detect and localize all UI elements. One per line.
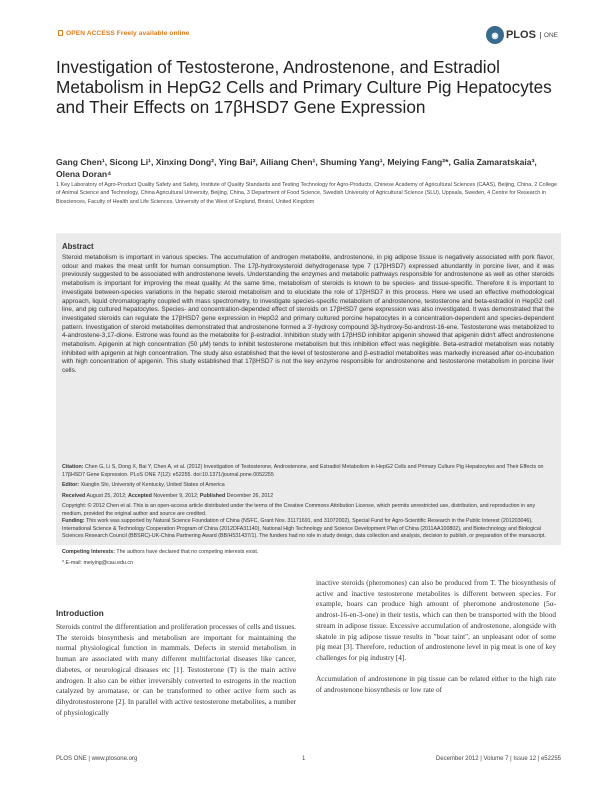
dates: Received August 25, 2012; Accepted November 9, 2012; Published December 26, 2012 <box>62 493 274 499</box>
plos-logo-text: PLOS <box>505 29 536 41</box>
intro-right-column: inactive steroids (pheromones) can also be produced from T. The biosynthesis of active and inactive testosterone metabolites is different between species. For example, boars can produce high amount of pheromone androstenone (5α-androst-16-en-3-one) in their testis, which can then be transported with the blood stream in adipose tissue. Excessive accumulation of androstenone, alongside with skatole in pig adipose tissue results in "boar taint", an unpleasant odor of some pig meat [3]. Therefore, reduction of androstenone level in pig meat is one of key challenges for pig industry [4]. Accumulation of androstenone in pig tissue can be related either to the high rate of androstenone biosynthesis or low rate of <box>316 578 556 695</box>
plos-logo <box>486 26 558 44</box>
citation: Citation: Chen G, Li S, Dong X, Bai Y, Chen A, et al. (2012) Investigation of Testosterone, Androstenone, and Estradiol Metabolism in HepG2 Cells and Primary Culture Pig Hepatocytes and Their Effects on 17βHSD7 Gene Expression. PLoS ONE 7(12): e52255. doi:10.1371/journal.pone.0052255 <box>62 464 544 478</box>
footer-journal[interactable]: PLOS ONE | www.plosone.org <box>56 756 138 762</box>
intro-left-column: Steroids control the differentiation and proliferation processes of cells and tissues. The steroids biosynthesis and metabolism are important for maintaining the normal physiological function in mammals. Defects in steroid metabolism in human are associated with many different multifactorial diseases like cancer, diabetes, or neurological diseases etc [1]. Testosterone (T) is the main active androgen. It also can be either irreversibly converted to estrogens in the reaction catalyzed by aromatase, or can be transformed to other active form such as dihydrotestosterone [2]. In parallel with active testosterone metabolites, a number of physiologically <box>56 622 296 717</box>
corresponding-email[interactable]: * E-mail: meiying@cau.edu.cn <box>62 560 134 566</box>
journal-header <box>58 26 558 48</box>
copyright: Copyright: © 2012 Chen et al. This is an open-access article distributed under the terms of the Creative Commons Attribution License, which permits unrestricted use, distribution, and reproduction in any medium, provided the original author and source are credited. <box>62 503 536 517</box>
plos-logo-icon: ◉ <box>486 26 504 44</box>
plos-logo-sub: ONE <box>540 32 558 39</box>
editor: Editor: Xianglin Shi, University of Kentucky, United States of America <box>62 482 225 488</box>
affiliations: 1 Key Laboratory of Agro-Product Quality Safety and Safety, Institute of Quality Standards and Testing Technology for Agro-Products, Chinese Academy of Agricultural Sciences (CAAS), Beijing, China, 2 College of Animal Science and Technology, China Agricultural University, Beijing, China, 3 Department of Food Science, Swedish University of Agricultural Science (SLU), Uppsala, Sweden, 4 Centre for Research in Biosciences, Faculty of Health and Life Sciences, University of the West of England, Bristol, United Kingdom <box>56 182 557 205</box>
abstract-text: Steroid metabolism is important in various species. The accumulation of androgen metabolite, androstenone, in pig adipose tissue is negatively associated with pork flavor, odour and makes the meat unfit for human consumption. The 17β-hydroxysteroid dehydrogenase type 7 (17βHSD7) expressed abundantly in porcine liver, and it was previously suggested to be associated with androstenone levels. Understanding the enzymes and metabolic pathways responsible for androstenone as well as other steroids metabolism is important for improving the meat quality. At the same time, metabolism of steroids is known to be species- and tissue-specific. Therefore it is important to investigate between-species variations in the hepatic steroid metabolism and to elucidate the role of 17βHSD7 in this process. Here we used an effective methodological approach, liquid chromatography coupled with mass spectrometry, to investigate species-specific metabolism of androstenone, testosterone and beta-estradiol in HepG2 cell line, and pig cultured hepatocytes. Species- and concentration-depended effect of steroids on 17βHSD7 gene expression was also investigated. It was demonstrated that the investigated steroids can regulate the 17βHSD7 gene expression in HepG2 and primary cultured porcine hepatocytes in a concentration-dependent and species-dependent pattern. Investigation of steroid metabolites demonstrated that androstenone formed a 3'-hydroxy compound 3β-hydroxy-5α-androst-16-ene. Testosterone was metabolized to 4-androstene-3,17-dione. Estrone was found as the metabolite for β-estradiol. Inhibition study with 17βHSD inhibitor apigenin showed that apigenin didn't affect androstenone metabolism. Apigenin at high concentration (50 μM) tends to inhibit testosterone metabolism but this inhibition effect was negligible. Beta-estradiol metabolism was notably inhibited with apigenin at high concentration. The study also established that the level of testosterone and β-estradiol metabolites was markedly increased after co-incubation with high concentration of apigenin. This study established that 17βHSD7 is not the key enzyme responsible for androstenone and testosterone metabolism in porcine liver cells. <box>62 254 554 375</box>
author-list: Gang Chen¹, Sicong Li¹, Xinxing Dong², Ying Bai², Ailiang Chen¹, Shuming Yang¹, Meiying Fang²*, Galia Zamaratskaia³, Olena Doran⁴ <box>56 157 537 179</box>
footer-issue: December 2012 | Volume 7 | Issue 12 | e52255 <box>435 756 561 762</box>
open-lock-icon <box>58 30 63 36</box>
funding: Funding: This work was supported by Natural Science Foundation of China (NSFC, Grant Nos. 31171691, and 31072002), Special Fund for Agro-Scientific Research in the Public Interest (201203046), International Science & Technology Cooperation Program of China (2012DFA31140), National High Technology and Science Development Plan of China (2011AA100802), and Biotechnology and Biological Sciences Research Council (BBSRC)-UK-China Partnering Award (BB/H531437/1). The funders had no role in study design, data collection and analysis, decision to publish, or preparation of the manuscript. <box>62 518 546 540</box>
page-number: 1 <box>302 756 306 762</box>
article-title: Investigation of Testosterone, Androstenone, and Estradiol Metabolism in HepG2 Cells and Primary Culture Pig Hepatocytes and Their Effects on 17βHSD7 Gene Expression <box>56 57 552 118</box>
competing-interests: Competing Interests: The authors have declared that no competing interests exist. <box>62 549 259 555</box>
introduction-heading: Introduction <box>56 609 104 618</box>
open-access-badge: OPEN ACCESS Freely available online <box>58 30 189 37</box>
abstract-heading: Abstract <box>62 242 94 251</box>
